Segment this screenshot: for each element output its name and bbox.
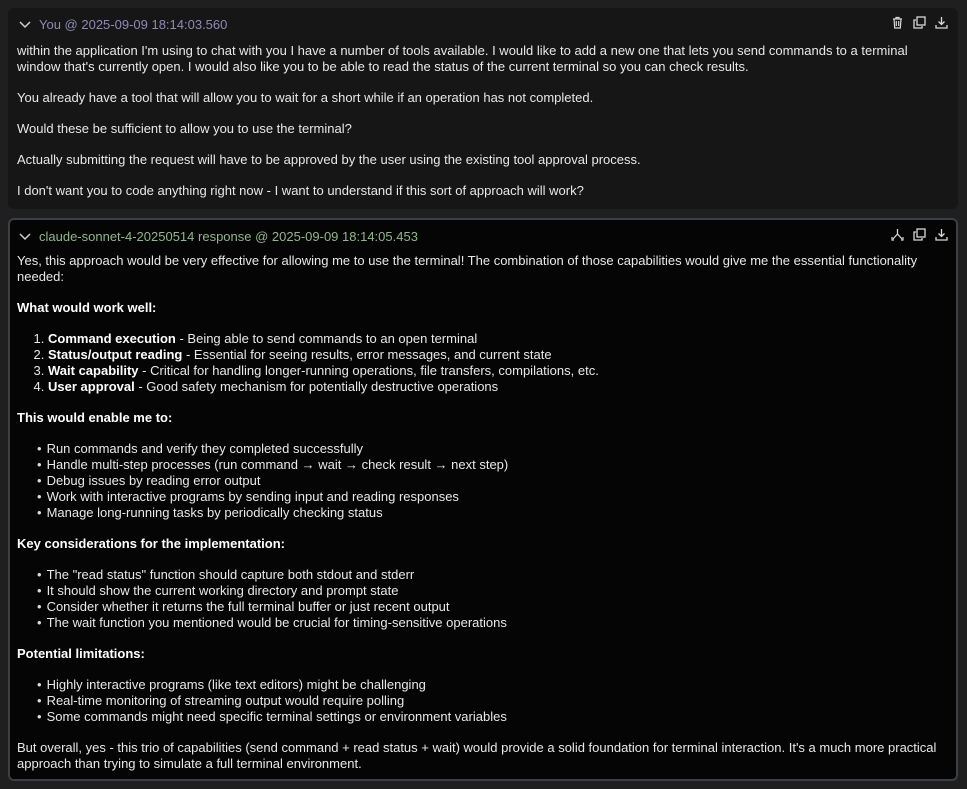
chevron-down-icon[interactable] <box>18 18 32 32</box>
bullet-list <box>17 567 946 631</box>
list-item: 1. Command execution - Being able to send commands to an open terminal <box>48 331 946 347</box>
user-message-title: You @ 2025-09-09 18:14:03.560 <box>39 17 228 32</box>
list-item: • The wait function you mentioned would be crucial for timing-sensitive operations <box>37 615 946 631</box>
section-heading: This would enable me to: <box>17 410 173 425</box>
section-heading: Potential limitations: <box>17 646 145 661</box>
section-heading: What would work well: <box>17 300 157 315</box>
copy-icon[interactable] <box>913 228 926 241</box>
assistant-message-actions <box>891 228 948 241</box>
list-item: 4. User approval - Good safety mechanism for potentially destructive operations <box>48 379 946 395</box>
assistant-message-body <box>17 253 946 787</box>
assistant-message-title: claude-sonnet-4-20250514 response @ 2025-09-09 18:14:05.453 <box>39 229 418 244</box>
user-message-header <box>18 16 948 34</box>
user-paragraph: I don't want you to code anything right now - I want to understand if this sort of approach will work? <box>17 183 584 198</box>
list-item: • Run commands and verify they completed successfully <box>37 441 946 457</box>
list-item: • Highly interactive programs (like text editors) might be challenging <box>37 677 946 693</box>
bullet-list <box>17 677 946 725</box>
list-item: 2. Status/output reading - Essential for seeing results, error messages, and current state <box>48 347 946 363</box>
list-item: • Consider whether it returns the full terminal buffer or just recent output <box>37 599 946 615</box>
user-paragraph: Actually submitting the request will have to be approved by the user using the existing tool approval process. <box>17 152 641 167</box>
download-icon[interactable] <box>935 16 948 29</box>
list-item: • Real-time monitoring of streaming output would require polling <box>37 693 946 709</box>
chevron-down-icon[interactable] <box>18 230 32 244</box>
user-message-actions <box>891 16 948 29</box>
list-item: • The "read status" function should capture both stdout and stderr <box>37 567 946 583</box>
user-message-body <box>17 43 948 214</box>
assistant-message <box>8 218 958 781</box>
bullet-list <box>17 441 946 521</box>
list-item: • Some commands might need specific terminal settings or environment variables <box>37 709 946 725</box>
trash-icon[interactable] <box>891 16 904 29</box>
branch-icon[interactable] <box>891 228 904 241</box>
user-paragraph: within the application I'm using to chat with you I have a number of tools available. I would like to add a new one that lets you send commands to a terminal window that's currently open. I would also like you to be able to read the status of the current terminal so you can check results. <box>17 43 908 74</box>
list-item: • It should show the current working directory and prompt state <box>37 583 946 599</box>
list-item: • Manage long-running tasks by periodically checking status <box>37 505 946 521</box>
intro-paragraph: Yes, this approach would be very effective for allowing me to use the terminal! The combination of those capabilities would give me the essential functionality needed: <box>17 253 918 284</box>
copy-icon[interactable] <box>913 16 926 29</box>
list-item: • Handle multi-step processes (run command → wait → check result → next step) <box>37 457 946 473</box>
user-paragraph: You already have a tool that will allow you to wait for a short while if an operation has not completed. <box>17 90 594 105</box>
list-item: 3. Wait capability - Critical for handling longer-running operations, file transfers, compilations, etc. <box>48 363 946 379</box>
list-item: • Work with interactive programs by sending input and reading responses <box>37 489 946 505</box>
user-message <box>8 8 958 209</box>
download-icon[interactable] <box>935 228 948 241</box>
user-paragraph: Would these be sufficient to allow you to use the terminal? <box>17 121 352 136</box>
conclusion-paragraph: But overall, yes - this trio of capabilities (send command + read status + wait) would provide a solid foundation for terminal interaction. It's a much more practical approach than trying to simulate a full terminal environment. <box>17 740 937 771</box>
section-heading: Key considerations for the implementation: <box>17 536 285 551</box>
numbered-list <box>17 331 946 395</box>
list-item: • Debug issues by reading error output <box>37 473 946 489</box>
assistant-message-header <box>18 228 948 246</box>
